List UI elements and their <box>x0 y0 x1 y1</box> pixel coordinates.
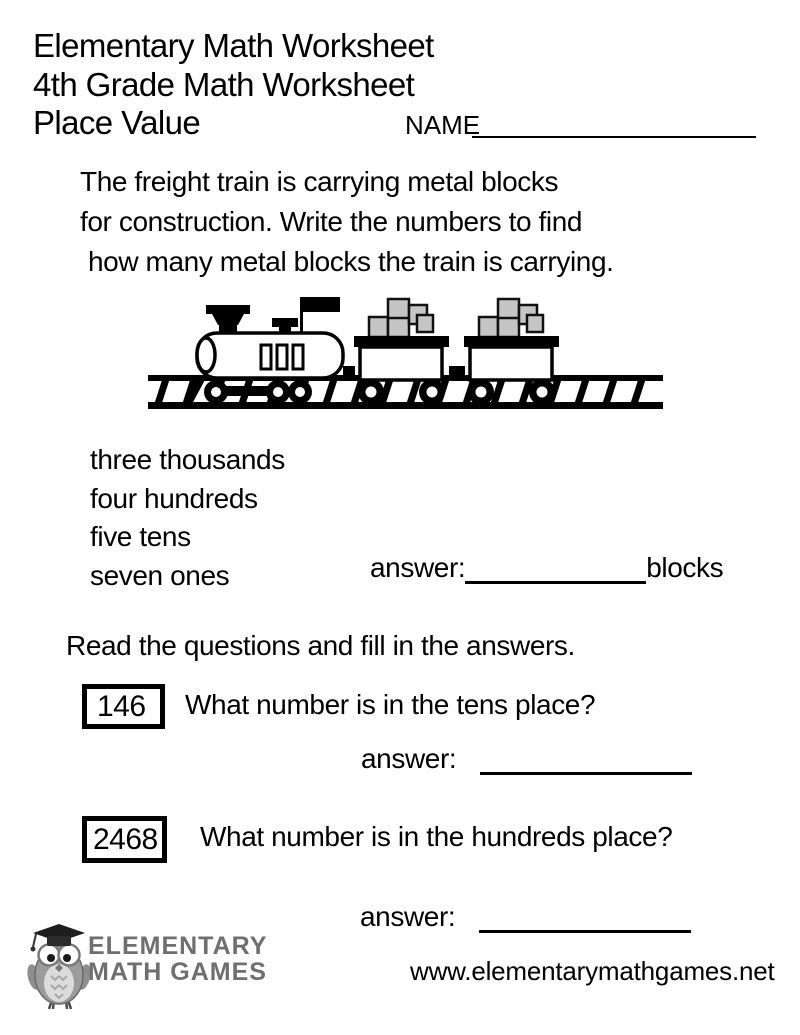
intro-line-1: The freight train is carrying metal blocks <box>80 166 559 197</box>
intro-line-2: for construction. Write the numbers to find <box>80 206 583 237</box>
question-2-number: 2468 <box>93 822 158 856</box>
logo-wordmark <box>88 933 267 985</box>
owl-logo-icon <box>26 920 92 1012</box>
freight-train-illustration <box>140 290 670 410</box>
question-2-number-box <box>82 816 167 863</box>
question-2-answer-row <box>360 901 691 933</box>
metal-blocks-icon <box>479 299 543 337</box>
name-label: NAME <box>405 110 481 140</box>
name-blank-line <box>472 110 756 138</box>
answer-unit-label: blocks <box>646 552 724 583</box>
question-1-answer-blank-line <box>480 745 692 775</box>
answer-label: answer: <box>361 743 457 774</box>
worksheet-subtitle: 4th Grade Math Worksheet <box>33 66 415 103</box>
metal-blocks-icon <box>369 299 433 337</box>
question-1-number: 146 <box>97 689 146 723</box>
answer-label: answer: <box>360 901 456 932</box>
logo-text-line-1: ELEMENTARY <box>88 932 268 960</box>
place-value-clues <box>90 441 285 595</box>
worksheet-topic: Place Value <box>33 104 201 141</box>
question-2-text: What number is in the hundreds place? <box>200 821 673 852</box>
worksheet-title: Elementary Math Worksheet <box>33 27 434 64</box>
question-1-answer-row <box>361 743 692 775</box>
clue-hundreds: four hundreds <box>90 482 258 514</box>
logo-text-line-2: MATH GAMES <box>88 958 267 986</box>
train-answer-blank-line <box>465 554 646 584</box>
train-answer-row <box>370 552 723 584</box>
question-2-answer-blank-line <box>479 903 691 933</box>
website-url: www.elementarymathgames.net <box>410 956 775 986</box>
freight-wagon-icon <box>464 299 559 405</box>
clue-thousands: three thousands <box>90 444 285 475</box>
answer-label: answer: <box>370 552 466 583</box>
intro-line-3: how many metal blocks the train is carrying. <box>88 246 614 277</box>
question-1-text: What number is in the tens place? <box>185 689 596 720</box>
freight-wagon-icon <box>354 299 465 405</box>
clue-ones: seven ones <box>90 559 230 591</box>
question-1-number-box <box>82 684 165 729</box>
clue-tens: five tens <box>90 521 191 553</box>
questions-instruction: Read the questions and fill in the answers. <box>66 630 575 661</box>
